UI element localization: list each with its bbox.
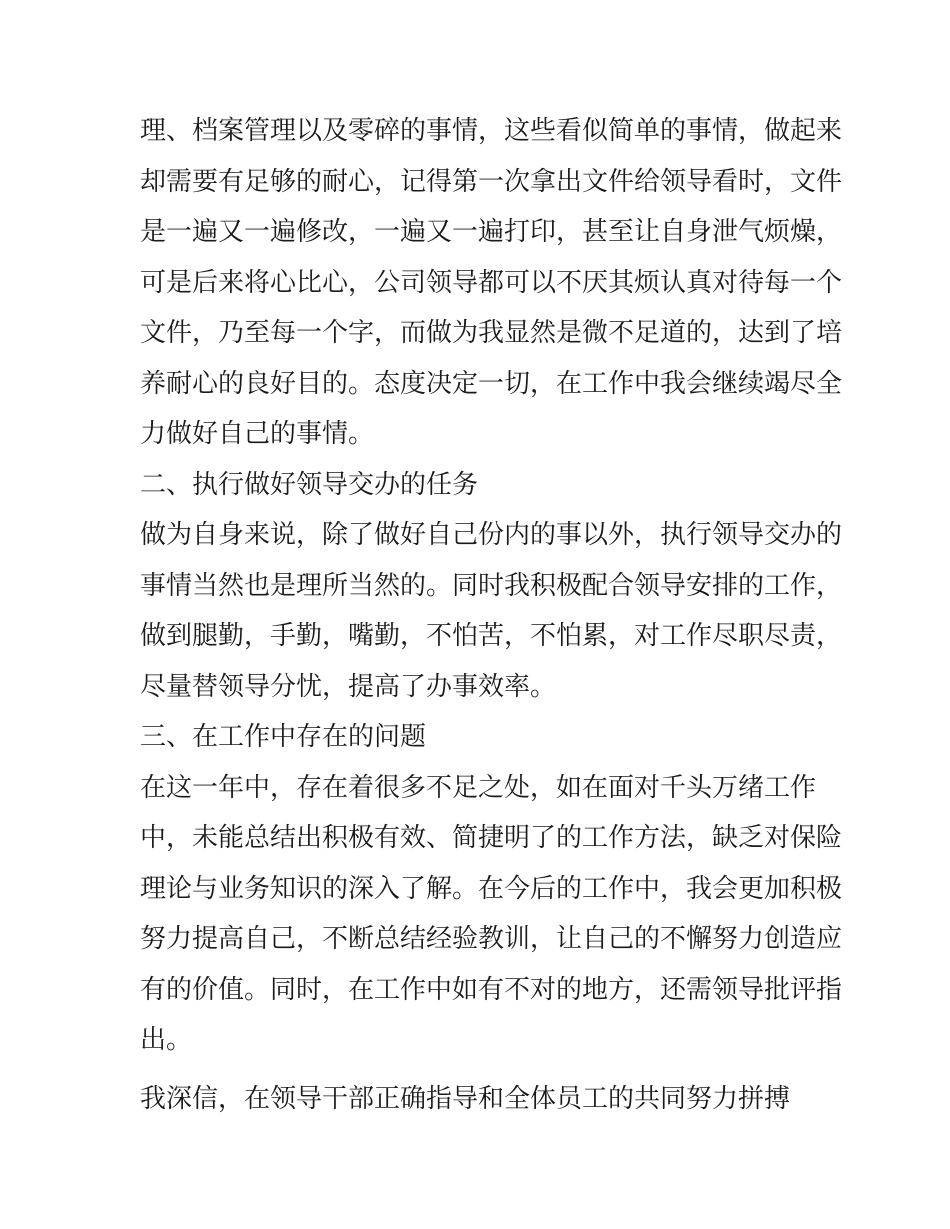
text-line: 在这一年中，存在着很多不足之处，如在面对千头万绪工作 — [140, 772, 817, 803]
text-line: 是一遍又一遍修改，一遍又一遍打印，甚至让自身泄气烦燥， — [140, 217, 843, 247]
text-line: 出。 — [140, 1025, 193, 1055]
text-line: 力做好自己的事情。 — [140, 419, 375, 449]
text-line: 事情当然也是理所当然的。同时我积极配合领导安排的工作， — [140, 570, 843, 601]
text-line: 养耐心的良好目的。态度决定一切，在工作中我会继续竭尽全 — [140, 368, 843, 399]
text-line: 做为自身来说，除了做好自己份内的事以外，执行领导交办的 — [140, 520, 843, 550]
text-line: 努力提高自己，不断总结经验教训，让自己的不懈努力创造应 — [140, 924, 843, 954]
text-line: 文件，乃至每一个字，而做为我显然是微不足道的，达到了培 — [140, 318, 843, 348]
text-line: 我深信，在领导干部正确指导和全体员工的共同努力拼搏 — [140, 1083, 791, 1114]
text-line: 尽量替领导分忧，提高了办事效率。 — [140, 671, 557, 702]
text-line: 却需要有足够的耐心，记得第一次拿出文件给领导看时，文件 — [140, 166, 843, 197]
text-line: 理、档案管理以及零碎的事情，这些看似简单的事情，做起来 — [140, 116, 843, 146]
text-line: 做到腿勤，手勤，嘴勤，不怕苦，不怕累，对工作尽职尽责， — [140, 621, 843, 651]
text-line: 理论与业务知识的深入了解。在今后的工作中，我会更加积极 — [140, 873, 843, 904]
section-heading-2: 二、执行做好领导交办的任务 — [140, 469, 479, 500]
section-heading-3: 三、在工作中存在的问题 — [140, 722, 427, 752]
text-line: 中，未能总结出积极有效、简捷明了的工作方法，缺乏对保险 — [140, 823, 843, 853]
text-line: 可是后来将心比心，公司领导都可以不厌其烦认真对待每一个 — [140, 267, 843, 298]
paragraph-gap — [140, 1066, 830, 1074]
text-line: 有的价值。同时，在工作中如有不对的地方，还需领导批评指 — [140, 974, 843, 1005]
body-text — [140, 106, 843, 1124]
